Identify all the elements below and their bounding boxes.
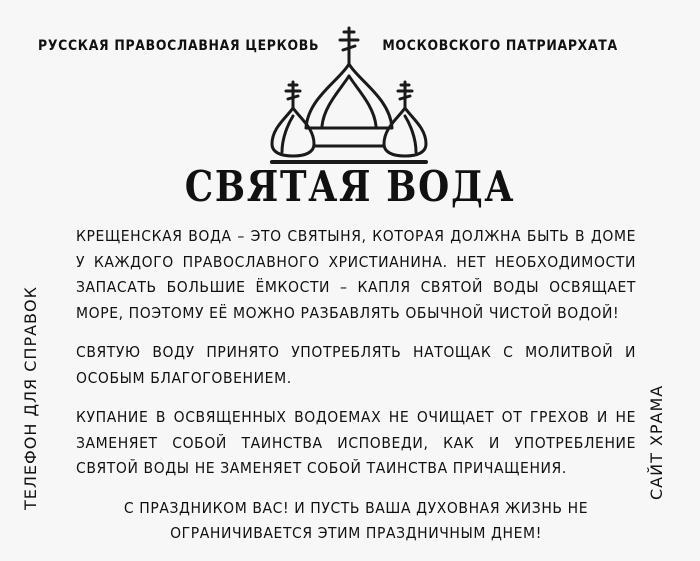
central-cross-icon [340, 28, 358, 64]
page-title: СВЯТАЯ ВОДА [184, 162, 516, 211]
paragraph-usage: СВЯТУЮ ВОДУ ПРИНЯТО УПОТРЕБЛЯТЬ НАТОЩАК С МОЛИТВОЙ И ОСОБЫМ БЛАГОГОВЕНИЕМ. [76, 343, 636, 387]
header-patriarchate: МОСКОВСКОГО ПАТРИАРХАТА [382, 38, 618, 54]
right-cross-icon [398, 82, 412, 108]
body-text [76, 224, 636, 561]
side-label-phone: ТЕЛЕФОН ДЛЯ СПРАВОК [21, 286, 40, 510]
paragraph-bathing: КУПАНИЕ В ОСВЯЩЕННЫХ ВОДОЕМАХ НЕ ОЧИЩАЕТ ОТ ГРЕХОВ И НЕ ЗАМЕНЯЕТ СОБОЙ ТАИНСТВА ИСПОВЕДИ, КАК И УПОТРЕБЛЕНИЕ СВЯТОЙ ВОДЫ НЕ ЗАМЕНЯЕТ СОБОЙ ТАИНСТВА ПРИЧАЩЕНИЯ. [76, 408, 636, 477]
church-domes-icon [260, 20, 440, 170]
side-label-website: САЙТ ХРАМА [647, 384, 666, 500]
paragraph-baptismal-water: КРЕЩЕНСКАЯ ВОДА – ЭТО СВЯТЫНЯ, КОТОРАЯ ДОЛЖНА БЫТЬ В ДОМЕ У КАЖДОГО ПРАВОСЛАВНОГО ХРИСТИАНИНА. НЕТ НЕОБХОДИМОСТИ ЗАПАСАТЬ БОЛЬШИЕ ЁМКОСТИ – КАПЛЯ СВЯТОЙ ВОДЫ ОСВЯЩАЕТ МОРЕ, ПОЭТОМУ ЕЁ МОЖНО РАЗБАВЛЯТЬ ОБЫЧНОЙ ЧИСТОЙ ВОДОЙ! [76, 227, 636, 322]
left-cross-icon [286, 82, 300, 108]
header-church-name: РУССКАЯ ПРАВОСЛАВНАЯ ЦЕРКОВЬ [38, 38, 320, 54]
paragraph-greeting: С ПРАЗДНИКОМ ВАС! И ПУСТЬ ВАША ДУХОВНАЯ ЖИЗНЬ НЕ ОГРАНИЧИВАЕТСЯ ЭТИМ ПРАЗДНИЧНЫМ ДНЕМ! [123, 498, 589, 542]
